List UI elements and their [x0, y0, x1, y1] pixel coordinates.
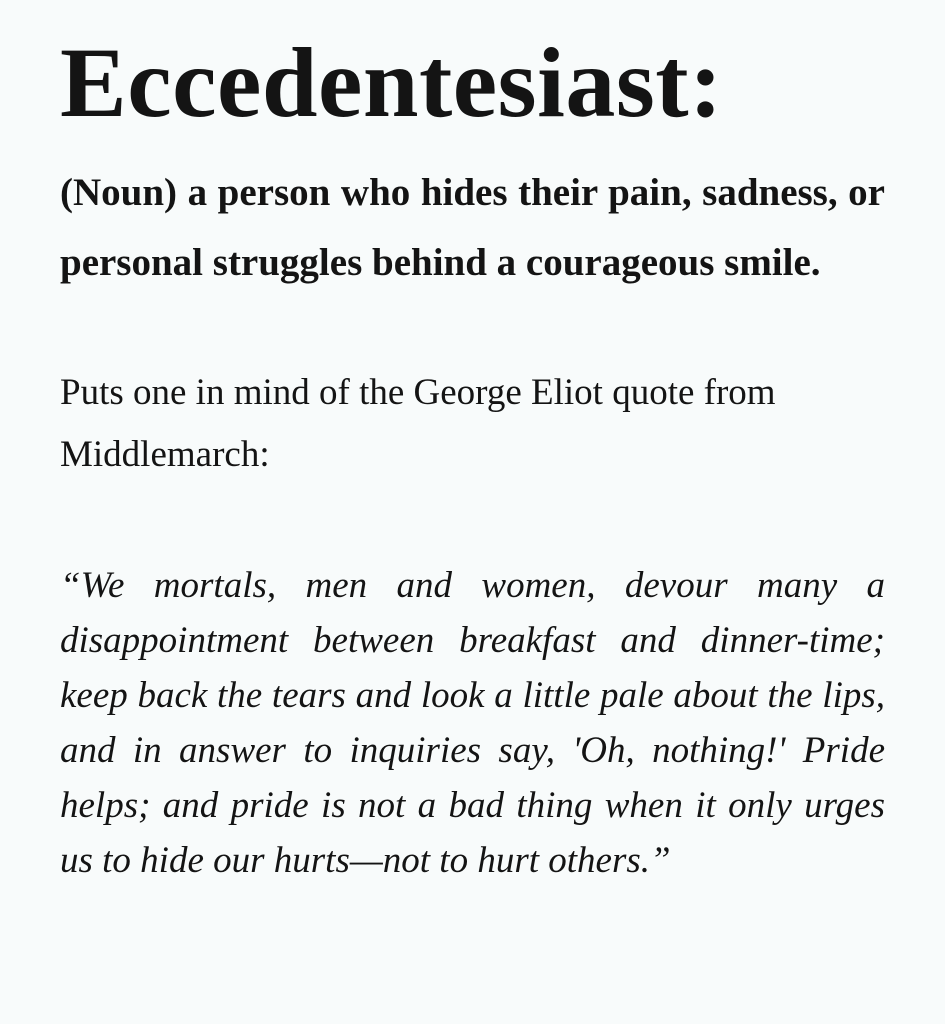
headword: Eccedentesiast: — [60, 27, 723, 138]
commentary: Puts one in mind of the George Eliot quote from Middlemarch: — [60, 372, 776, 475]
definition: (Noun) a person who hides their pain, sadness, or personal struggles behind a courageous smile. — [60, 171, 885, 284]
quote: “We mortals, men and women, devour many a disappointment between breakfast and dinner-time; keep back the tears and look a little pale about the lips, and in answer to inquiries say, 'Oh, nothing!' Pride helps; and pride is not a bad thing when it only urges us to hide our hurts—not to hurt others.” — [60, 565, 885, 881]
